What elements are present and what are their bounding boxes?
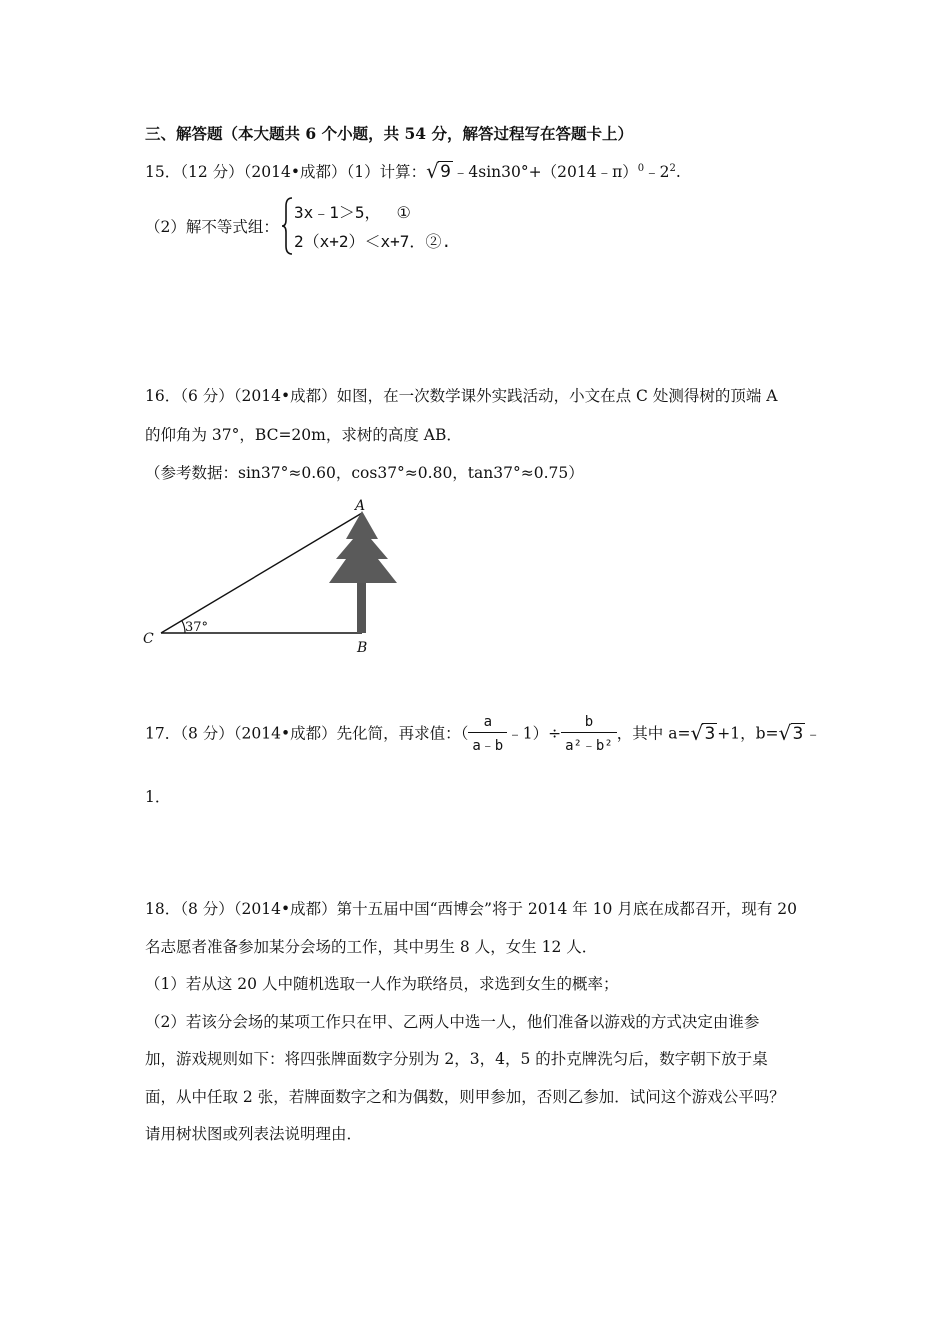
- q15-prefix: 15．（12 分）（2014•成都）（1）计算：: [145, 163, 427, 181]
- q15-part2-label: （2）解不等式组：: [145, 218, 279, 236]
- marker-1: ①: [396, 203, 411, 222]
- q15-part1: [145, 160, 681, 182]
- q15-expr-mid: ﹣4sin30°+（2014﹣π）: [452, 163, 638, 181]
- q17-prefix: 17．（8 分）（2014•成都）先化简，再求值：（: [145, 724, 469, 743]
- q16-line1: 16．（6 分）（2014•成都）如图，在一次数学课外实践活动，小文在点 C 处测得树的顶端 A: [145, 387, 778, 405]
- q15-exp-two: 2: [669, 163, 676, 174]
- fraction-a-over-a-minus-b: $\frac{a}{a﹣b}$: [468, 714, 507, 755]
- segment-ca: [161, 513, 362, 633]
- sqrt-3-a: √ 3: [690, 720, 716, 745]
- q18-line6: 面，从中任取 2 张，若牌面数字之和为偶数，则甲参加，否则乙参加．试问这个游戏公平吗？: [145, 1088, 785, 1106]
- q17-a-after: +1，b=: [717, 724, 779, 743]
- label-b: B: [357, 640, 368, 656]
- sqrt-9: √ 9: [426, 159, 451, 183]
- q15-exp-zero: 0: [637, 163, 645, 174]
- q18-line7: 请用树状图或列表法说明理由．: [145, 1125, 363, 1143]
- marker-2: ②: [425, 232, 442, 251]
- q18-line1: 18．（8 分）（2014•成都）第十五届中国“西博会”将于 2014 年 10 月底在成都召开，现有 20: [145, 900, 797, 918]
- tree-foliage: [329, 511, 397, 583]
- label-a: A: [355, 498, 366, 514]
- q17-b-after: ﹣: [805, 724, 821, 743]
- q18-line5: 加，游戏规则如下：将四张牌面数字分别为 2，3，4，5 的扑克牌洗匀后，数字朝下放于桌: [145, 1050, 768, 1068]
- q15-expr-end: .: [675, 163, 681, 181]
- label-c: C: [143, 631, 154, 647]
- ineq-end: .: [441, 232, 452, 251]
- angle-label: 37°: [185, 620, 209, 635]
- fraction-b-over-a2-minus-b2: $\frac{b}{\text{a²﹣b²}}$: [561, 714, 617, 755]
- q16-line3: （参考数据：sin37°≈0.60，cos37°≈0.80，tan37°≈0.75）: [145, 464, 584, 482]
- q17-comma: ，其中 a=: [616, 724, 691, 743]
- inequality-2: 2（x+2）＜x+7．②.: [294, 232, 452, 251]
- inequality-system: [282, 196, 482, 256]
- sqrt-3-b: √ 3: [778, 720, 804, 745]
- section-heading: 三、解答题（本大题共 6 个小题，共 54 分，解答过程写在答题卡上）: [145, 124, 633, 143]
- q17-line2: 1．: [145, 788, 171, 806]
- left-brace-icon: [282, 196, 294, 256]
- q15-expr-after: ﹣2: [644, 163, 670, 181]
- tree-figure: [135, 495, 425, 660]
- q18-line3: （1）若从这 20 人中随机选取一人作为联络员，求选到女生的概率；: [145, 975, 619, 993]
- q17-line1: [145, 714, 821, 755]
- q18-line4: （2）若该分会场的某项工作只在甲、乙两人中选一人，他们准备以游戏的方式决定由谁参: [145, 1013, 760, 1031]
- q16-line2: 的仰角为 37°，BC=20m，求树的高度 AB．: [145, 426, 462, 444]
- q18-line2: 名志愿者准备参加某分会场的工作，其中男生 8 人，女生 12 人．: [145, 938, 598, 956]
- inequality-1: 3x﹣1＞5， ①: [294, 203, 411, 222]
- q17-mid: ﹣1）÷: [507, 724, 562, 743]
